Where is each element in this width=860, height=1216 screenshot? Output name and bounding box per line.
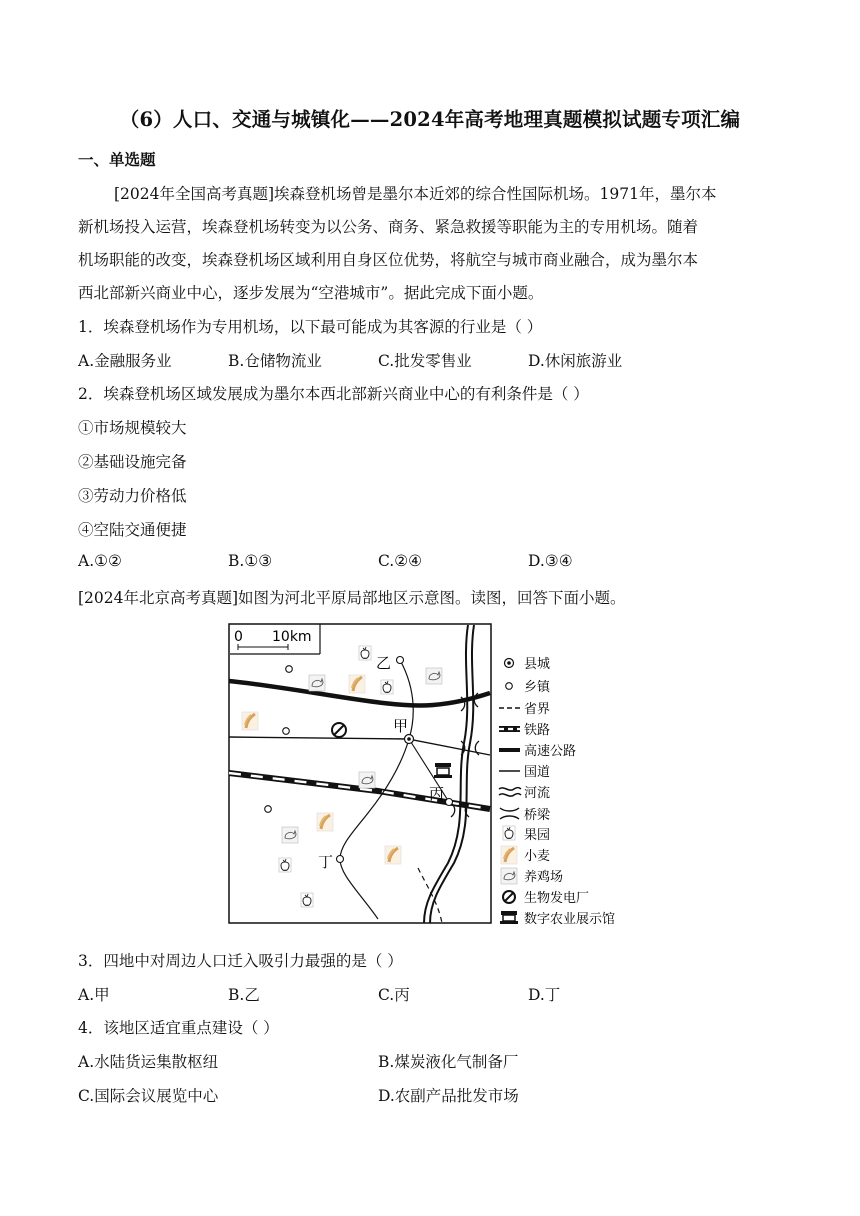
- legend-label: 高速公路: [524, 744, 577, 759]
- place-yi: 乙: [376, 654, 392, 672]
- statement-item: ①市场规模较大: [78, 419, 187, 437]
- chicken-farm-icon: [309, 675, 325, 691]
- legend-label: 乡镇: [524, 680, 551, 695]
- option-b[interactable]: B.仓储物流业: [228, 352, 322, 370]
- legend-label: 铁路: [524, 723, 551, 738]
- page-title: （6）人口、交通与城镇化——2024年高考地理真题模拟试题专项汇编: [119, 108, 741, 131]
- exhibition-hall-icon: [500, 911, 518, 924]
- power-plant-icon: [332, 723, 346, 737]
- wheat-icon: [349, 675, 365, 693]
- wheat-icon: [385, 846, 401, 864]
- legend-label: 河流: [524, 786, 551, 801]
- place-ding: 丁: [318, 853, 334, 871]
- option-b[interactable]: B.①③: [228, 552, 273, 570]
- option-c[interactable]: C.丙: [378, 986, 410, 1004]
- option-c[interactable]: C.国际会议展览中心: [78, 1087, 219, 1105]
- option-b[interactable]: B.煤炭液化气制备厂: [378, 1053, 519, 1071]
- chicken-farm-icon: [282, 827, 298, 843]
- township-ding: [337, 856, 344, 863]
- statement-item: ③劳动力价格低: [78, 487, 187, 505]
- passage-1-line: [2024年全国高考真题]埃森登机场曾是墨尔本近郊的综合性国际机场。1971年，墨尔本: [114, 185, 717, 203]
- option-c[interactable]: C.②④: [378, 552, 423, 570]
- option-d[interactable]: D.③④: [528, 552, 573, 570]
- option-a[interactable]: A.金融服务业: [78, 352, 172, 370]
- power-plant-icon: [503, 891, 515, 903]
- scale-zero: 0: [234, 629, 243, 645]
- township-yi: [397, 657, 404, 664]
- statement-item: ④空陆交通便捷: [78, 521, 187, 539]
- statement-item: ②基础设施完备: [78, 453, 187, 471]
- legend-label: 小麦: [524, 849, 551, 864]
- option-d[interactable]: D.丁: [528, 986, 561, 1004]
- exhibition-hall-icon: [434, 763, 452, 778]
- legend-label: 果园: [524, 828, 551, 843]
- township-bing: [446, 799, 453, 806]
- option-c[interactable]: C.批发零售业: [378, 352, 472, 370]
- legend-label: 县城: [524, 657, 551, 672]
- question-stem: 4．该地区适宜重点建设（ ）: [78, 1019, 279, 1037]
- option-b[interactable]: B.乙: [228, 986, 260, 1004]
- question-stem: 1．埃森登机场作为专用机场，以下最可能成为其客源的行业是（ ）: [78, 318, 543, 336]
- wheat-icon: [317, 813, 333, 831]
- legend-label: 数字农业展示馆: [524, 912, 616, 925]
- passage-1-line: 新机场投入运营，埃森登机场转变为以公务、商务、紧急救援等职能为主的专用机场。随着: [78, 218, 699, 236]
- legend-label: 国道: [524, 765, 551, 780]
- regional-map: [228, 623, 638, 925]
- river-icon: [499, 788, 521, 797]
- county-town-jia: [405, 735, 414, 744]
- wheat-icon: [242, 712, 258, 730]
- legend-label: 养鸡场: [524, 870, 564, 885]
- option-a[interactable]: A.①②: [78, 552, 122, 570]
- passage-1-line: 西北部新兴商业中心，逐步发展为“空港城市”。据此完成下面小题。: [78, 284, 544, 302]
- map-legend: [499, 657, 615, 925]
- township-icon: [506, 683, 513, 690]
- bridge-icon: [500, 808, 519, 819]
- option-d[interactable]: D.农副产品批发市场: [378, 1087, 519, 1105]
- option-a[interactable]: A.甲: [78, 986, 110, 1004]
- chicken-farm-icon: [359, 772, 375, 788]
- option-d[interactable]: D.休闲旅游业: [528, 352, 623, 370]
- county-town-icon: [505, 659, 514, 668]
- chicken-farm-icon: [501, 868, 517, 884]
- chicken-farm-icon: [426, 668, 442, 684]
- orchard-icon: [503, 826, 515, 840]
- scale-distance: 10km: [272, 629, 312, 645]
- wheat-icon: [501, 846, 517, 864]
- passage-1-line: 机场职能的改变，埃森登机场区域利用自身区位优势，将航空与城市商业融合，成为墨尔本: [78, 251, 699, 269]
- passage-2: [2024年北京高考真题]如图为河北平原局部地区示意图。读图，回答下面小题。: [78, 589, 626, 607]
- section-heading: 一、单选题: [78, 150, 156, 169]
- legend-label: 省界: [524, 702, 551, 717]
- option-a[interactable]: A.水陆货运集散枢纽: [78, 1053, 219, 1071]
- place-bing: 丙: [429, 785, 445, 803]
- legend-label: 桥梁: [524, 808, 551, 823]
- question-stem: 3．四地中对周边人口迁入吸引力最强的是（ ）: [78, 952, 403, 970]
- legend-label: 生物发电厂: [524, 891, 590, 906]
- question-stem: 2．埃森登机场区域发展成为墨尔本西北部新兴商业中心的有利条件是（ ）: [78, 385, 589, 403]
- place-jia: 甲: [393, 717, 409, 735]
